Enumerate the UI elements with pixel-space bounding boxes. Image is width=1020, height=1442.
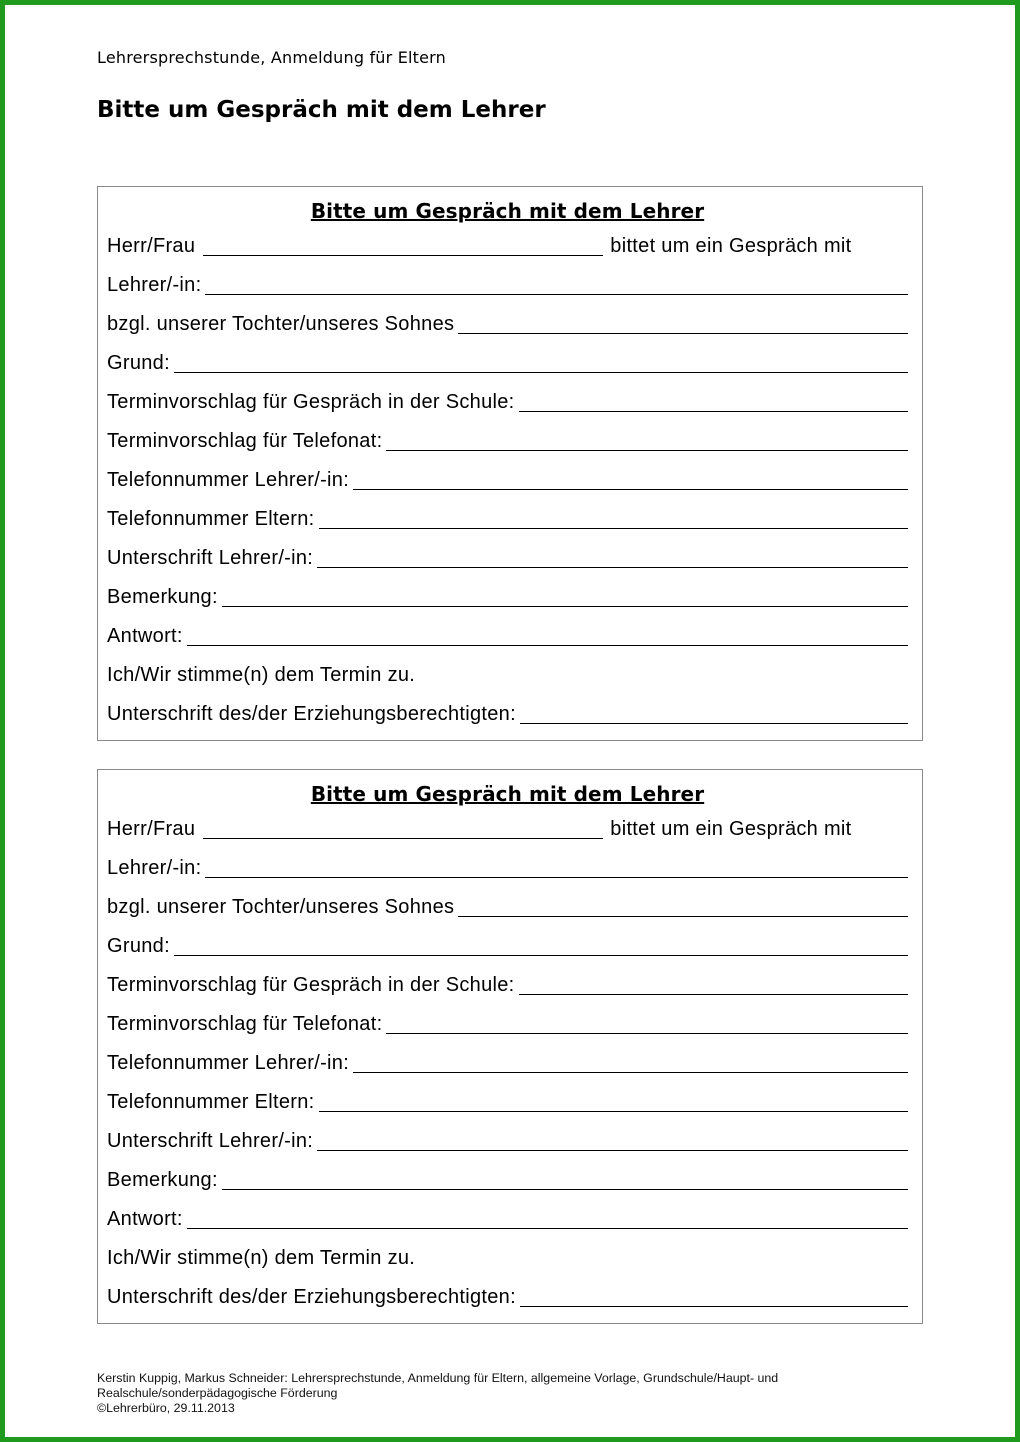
unterschrift-eltern-field[interactable] [520, 722, 908, 724]
row-zustimmung [107, 1235, 908, 1274]
tel-lehrer-field[interactable] [353, 1071, 908, 1073]
page-title: Bitte um Gespräch mit dem Lehrer [97, 97, 546, 123]
antwort-label: Antwort: [107, 625, 183, 647]
footer-line-1: Kerstin Kuppig, Markus Schneider: Lehrersprechstunde, Anmeldung für Eltern, allgemeine Vorlage, Grundschule/Haupt- und [97, 1371, 779, 1385]
termin-telefon-label: Terminvorschlag für Telefonat: [107, 430, 383, 452]
herr-frau-field[interactable] [203, 254, 603, 256]
antwort-field[interactable] [187, 644, 908, 646]
row-antwort [107, 613, 908, 652]
footer-line-3: ©Lehrerbüro, 29.11.2013 [97, 1401, 235, 1415]
row-unterschrift-lehrer [107, 535, 908, 574]
lehrer-field[interactable] [205, 876, 908, 878]
grund-field[interactable] [174, 954, 908, 956]
bemerkung-field[interactable] [222, 605, 908, 607]
request-form-2 [97, 769, 923, 1324]
lehrer-label: Lehrer/-in: [107, 857, 202, 879]
termin-schule-field[interactable] [519, 410, 908, 412]
tel-lehrer-label: Telefonnummer Lehrer/-in: [107, 1052, 350, 1074]
row-zustimmung [107, 652, 908, 691]
tel-eltern-field[interactable] [319, 1110, 908, 1112]
kind-field[interactable] [458, 332, 908, 334]
bemerkung-label: Bemerkung: [107, 1169, 218, 1191]
row-unterschrift-eltern [107, 1274, 908, 1313]
unterschrift-lehrer-field[interactable] [317, 566, 908, 568]
row-termin-telefon [107, 418, 908, 457]
row-tel-eltern [107, 1079, 908, 1118]
row-bemerkung [107, 574, 908, 613]
row-termin-telefon [107, 1001, 908, 1040]
herr-frau-field[interactable] [203, 837, 603, 839]
row-termin-schule [107, 379, 908, 418]
footer-line-2: Realschule/sonderpädagogische Förderung [97, 1386, 338, 1400]
row-grund [107, 923, 908, 962]
row-lehrer [107, 845, 908, 884]
form-title: Bitte um Gespräch mit dem Lehrer [310, 782, 705, 806]
herr-frau-suffix: bittet um ein Gespräch mit [610, 818, 852, 840]
unterschrift-eltern-label: Unterschrift des/der Erziehungsberechtigten: [107, 1286, 516, 1308]
herr-frau-label: Herr/Frau [107, 818, 196, 840]
row-kind [107, 884, 908, 923]
row-grund [107, 340, 908, 379]
termin-telefon-field[interactable] [386, 449, 908, 451]
tel-lehrer-field[interactable] [353, 488, 908, 490]
row-kind [107, 301, 908, 340]
request-form-1 [97, 186, 923, 741]
herr-frau-label: Herr/Frau [107, 235, 196, 257]
termin-schule-label: Terminvorschlag für Gespräch in der Schule: [107, 974, 515, 996]
row-herr-frau [107, 809, 908, 845]
antwort-field[interactable] [187, 1227, 908, 1229]
tel-lehrer-label: Telefonnummer Lehrer/-in: [107, 469, 350, 491]
tel-eltern-field[interactable] [319, 527, 908, 529]
row-tel-lehrer [107, 1040, 908, 1079]
row-unterschrift-lehrer [107, 1118, 908, 1157]
unterschrift-lehrer-field[interactable] [317, 1149, 908, 1151]
page-footer [97, 1371, 778, 1416]
termin-telefon-label: Terminvorschlag für Telefonat: [107, 1013, 383, 1035]
lehrer-label: Lehrer/-in: [107, 274, 202, 296]
row-antwort [107, 1196, 908, 1235]
row-termin-schule [107, 962, 908, 1001]
unterschrift-lehrer-label: Unterschrift Lehrer/-in: [107, 1130, 314, 1152]
bemerkung-label: Bemerkung: [107, 586, 218, 608]
unterschrift-eltern-field[interactable] [520, 1305, 908, 1307]
unterschrift-eltern-label: Unterschrift des/der Erziehungsberechtigten: [107, 703, 516, 725]
kind-field[interactable] [458, 915, 908, 917]
grund-field[interactable] [174, 371, 908, 373]
grund-label: Grund: [107, 352, 170, 374]
kind-label: bzgl. unserer Tochter/unseres Sohnes [107, 896, 455, 918]
tel-eltern-label: Telefonnummer Eltern: [107, 508, 315, 530]
row-bemerkung [107, 1157, 908, 1196]
row-unterschrift-eltern [107, 691, 908, 730]
herr-frau-suffix: bittet um ein Gespräch mit [610, 235, 852, 257]
form-title: Bitte um Gespräch mit dem Lehrer [310, 199, 705, 223]
row-lehrer [107, 262, 908, 301]
termin-schule-field[interactable] [519, 993, 908, 995]
zustimmung-text: Ich/Wir stimme(n) dem Termin zu. [107, 1247, 416, 1269]
row-tel-lehrer [107, 457, 908, 496]
unterschrift-lehrer-label: Unterschrift Lehrer/-in: [107, 547, 314, 569]
lehrer-field[interactable] [205, 293, 908, 295]
zustimmung-text: Ich/Wir stimme(n) dem Termin zu. [107, 664, 416, 686]
row-herr-frau [107, 226, 908, 262]
kind-label: bzgl. unserer Tochter/unseres Sohnes [107, 313, 455, 335]
bemerkung-field[interactable] [222, 1188, 908, 1190]
tel-eltern-label: Telefonnummer Eltern: [107, 1091, 315, 1113]
termin-schule-label: Terminvorschlag für Gespräch in der Schule: [107, 391, 515, 413]
grund-label: Grund: [107, 935, 170, 957]
page-subtitle: Lehrersprechstunde, Anmeldung für Eltern [97, 48, 447, 67]
termin-telefon-field[interactable] [386, 1032, 908, 1034]
row-tel-eltern [107, 496, 908, 535]
antwort-label: Antwort: [107, 1208, 183, 1230]
